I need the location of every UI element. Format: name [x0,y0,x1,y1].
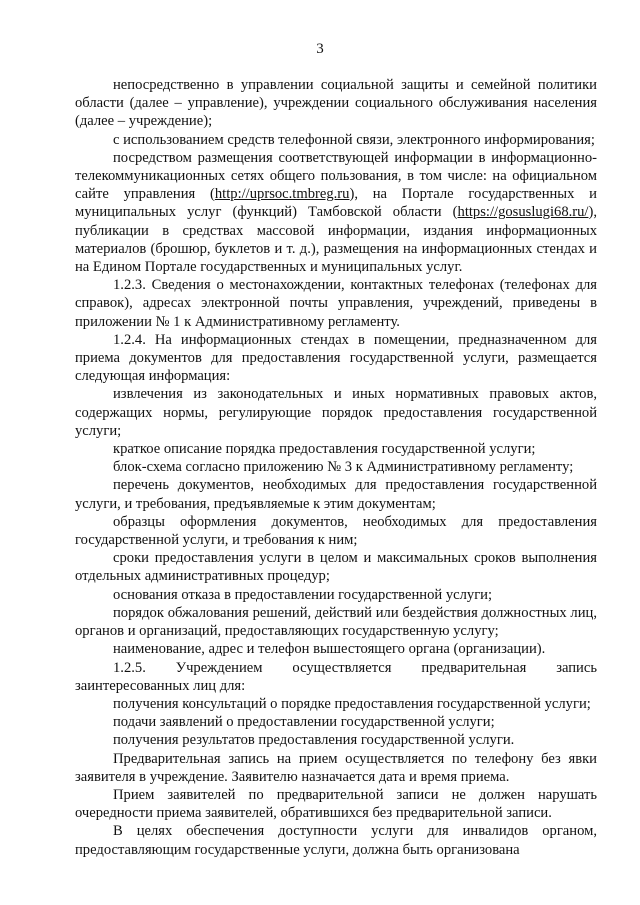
paragraph-7: краткое описание порядка предоставления государственной услуги; [113,441,536,458]
site-link-gosuslugi[interactable]: https://gosuslugi68.ru/ [457,204,589,221]
paragraph-9: перечень документов, необходимых для предоставления государственной услуги, и требования, предъявляемые к этим документам; [75,477,597,512]
page-number: 3 [316,41,324,57]
paragraph-4: 1.2.3. Сведения о местонахождении, контактных телефонах (телефонах для справок), адресах электронной почты управления, учреждений, приведены в приложении № 1 к Административному регламенту. [75,277,597,330]
paragraph-15: 1.2.5. Учреждением осуществляется предварительная запись заинтересованных лиц для: [75,659,597,694]
paragraph-1: непосредственно в управлении социальной защиты и семейной политики области (далее – управление), учреждении социального обслуживания населения (далее – учреждение); [75,77,597,130]
site-link-uprsoc[interactable]: http://uprsoc.tmbreg.ru [214,186,350,203]
paragraph-19: Предварительная запись на прием осуществляется по телефону без явки заявителя в учреждение. Заявителю назначается дата и время приема. [75,750,597,785]
paragraph-16: получения консультаций о порядке предоставления государственной услуги; [113,695,591,712]
paragraph-6: извлечения из законодательных и иных нормативных правовых актов, содержащих нормы, регулирующие порядок предоставления государственной услуги; [75,386,597,439]
paragraph-11: сроки предоставления услуги в целом и максимальных сроков выполнения отдельных административных процедур; [75,550,597,585]
paragraph-13: порядок обжалования решений, действий или бездействия должностных лиц, органов и организаций, предоставляющих государственную услугу; [75,604,597,640]
paragraph-14: наименование, адрес и телефон вышестоящего органа (организации). [113,641,546,658]
paragraph-5: 1.2.4. На информационных стендах в помещении, предназначенном для приема документов для предоставления государственной услуги, размещается следующая информация: [75,331,597,385]
paragraph-18: получения результатов предоставления государственной услуги. [113,732,515,749]
paragraph-20: Прием заявителей по предварительной записи не должен нарушать очередности приема заявителей, обратившихся без предварительной записи. [75,786,597,822]
paragraph-3 [75,149,597,276]
document-body [75,76,597,859]
paragraph-17: подачи заявлений о предоставлении государственной услуги; [113,714,495,731]
paragraph-21: В целях обеспечения доступности услуги для инвалидов органом, предоставляющим государственные услуги, должна быть организована [75,823,597,858]
paragraph-2: с использованием средств телефонной связи, электронного информирования; [113,131,595,148]
paragraph-3-mid: ), на Портале государственных и муниципальных услуг (функций) Тамбовской области ( [75,186,597,221]
paragraph-3-post: ), публикации в средствах массовой информации, издания информационных материалов (брошюр, буклетов и т. д.), размещения на информационных стендах и на Едином Портале государственных и муниципальных услуг. [75,204,597,276]
paragraph-3-pre: посредством размещения соответствующей информации в информационно-телекоммуникационных сетях общего пользования, в том числе: на официальном сайте управления ( [75,149,597,203]
paragraph-8: блок-схема согласно приложению № 3 к Административному регламенту; [113,459,574,476]
paragraph-10: образцы оформления документов, необходимых для предоставления государственной услуги, и требования к ним; [75,513,597,549]
paragraph-12: основания отказа в предоставлении государственной услуги; [113,586,493,603]
